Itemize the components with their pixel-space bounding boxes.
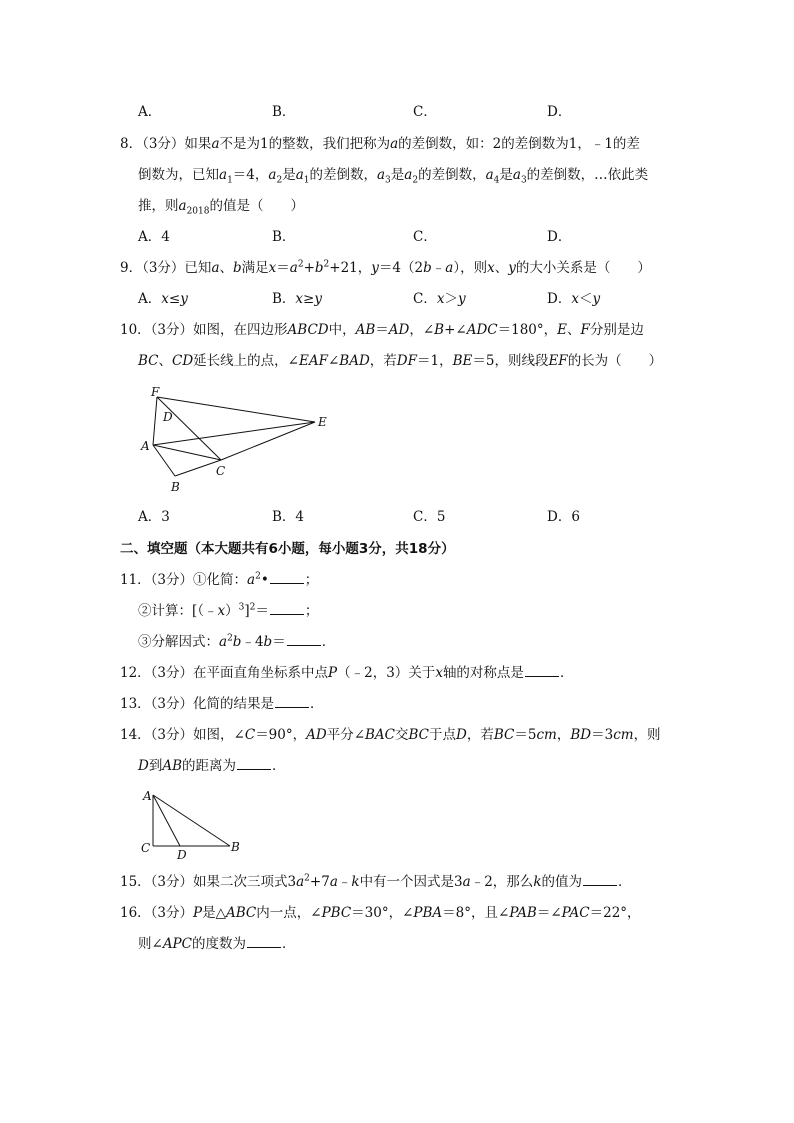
q15-stem: 15．（3分）如果二次三项式$3a^2+7a﹣k$中有一个因式是3a﹣2，那么k的值为 ． <box>120 873 632 890</box>
q14-blank[interactable] <box>237 757 271 770</box>
q8-option-b: B． <box>272 229 296 245</box>
q10-label-e: E <box>318 415 327 429</box>
q15-blank[interactable] <box>583 873 617 886</box>
q11-line-2: ②计算：[（﹣x）$^3$]$^2$＝ ； <box>138 602 319 619</box>
q10-line-1: 10．（3分）如图，在四边形ABCD中，AB＝AD，∠B+∠ADC＝180°，E、F分别是边 <box>120 322 644 338</box>
q9-stem: 9．（3分）已知a、b满足$x=a^2+b^2+21$，y＝4（2b﹣a），则x、y的大小关系是（ ） <box>120 259 651 276</box>
q13-blank[interactable] <box>275 695 309 708</box>
q14-label-b: B <box>231 840 240 854</box>
q14-label-a: A <box>143 789 152 803</box>
q10-option-c: C．5 <box>413 509 446 525</box>
q10-segment-ab <box>153 445 175 476</box>
q10-option-d: D．6 <box>547 509 580 525</box>
q9-option-d: D．x＜y <box>547 291 601 307</box>
q11-blank-2[interactable] <box>270 602 304 615</box>
q10-label-b: B <box>171 480 180 494</box>
q8-line-2: 倒数为，已知$a_1=4$，$a_2$是$a_1$的差倒数，$a_3$是$a_2$的差倒数，$a_4$是$a_3$的差倒数，…依此类 <box>138 167 649 186</box>
q10-segment-fa <box>153 397 157 445</box>
q7-option-c: C． <box>413 104 437 120</box>
q10-label-f: F <box>151 385 160 399</box>
q12-stem: 12．（3分）在平面直角坐标系中点P（﹣2，3）关于x轴的对称点是 ． <box>120 665 574 681</box>
q10-segment-fe <box>157 397 315 422</box>
q10-label-d: D <box>163 410 173 424</box>
q8-option-d: D． <box>547 229 572 245</box>
q10-label-a: A <box>141 439 150 453</box>
q8-line-3: 推，则$a_{2018}$的值是（ ） <box>138 198 304 217</box>
q10-segment-ac <box>153 445 221 460</box>
q14-line-1: 14．（3分）如图，∠C＝90°，AD平分∠BAC交BC于点D，若BC＝5cm，BD＝3cm，则 <box>120 727 661 743</box>
q9-option-a: A．x≤y <box>138 291 188 307</box>
q10-segment-ae <box>153 422 315 445</box>
q16-line-1: 16．（3分）P是△ABC内一点，∠PBC＝30°，∠PBA＝8°，且∠PAB＝∠PAC＝22°， <box>120 905 641 921</box>
q10-segment-ce <box>221 422 315 460</box>
q10-option-a: A．3 <box>138 509 170 525</box>
q10-segment-fc <box>157 397 221 460</box>
q14-line-2: D到AB的距离为 ． <box>138 758 286 774</box>
q10-figure <box>135 383 335 498</box>
q11-line-3: ③分解因式：$a^2b﹣4b=$ ． <box>138 633 336 650</box>
q16-line-2: 则∠APC的度数为 ． <box>138 936 296 952</box>
q14-label-c: C <box>141 841 151 855</box>
q13-stem: 13．（3分）化简的结果是 ． <box>120 696 324 712</box>
q14-segment-ab <box>153 795 230 846</box>
q11-blank-3[interactable] <box>287 633 321 646</box>
q16-blank[interactable] <box>247 935 281 948</box>
q8-option-a: A．4 <box>138 229 170 245</box>
q8-line-1: 8．（3分）如果a不是为1的整数，我们把称为a的差倒数，如：2的差倒数为1，﹣1的差 <box>120 136 640 152</box>
q11-line-1: 11．（3分）①化简：$a^2•$ ； <box>120 571 319 588</box>
q14-segment-ad <box>153 795 180 846</box>
q7-option-a: A． <box>138 104 162 120</box>
q10-segment-bc <box>175 460 221 476</box>
q10-label-c: C <box>216 464 226 478</box>
q14-label-d: D <box>177 848 187 860</box>
section-2-heading: 二、填空题（本大题共有6小题，每小题3分，共18分） <box>120 541 455 557</box>
q7-option-d: D． <box>547 104 572 120</box>
q14-figure <box>135 785 250 860</box>
q9-option-c: C．x＞y <box>413 291 466 307</box>
q11-blank-1[interactable] <box>270 571 304 584</box>
q10-option-b: B．4 <box>272 509 305 525</box>
q9-option-b: B．x≥y <box>272 291 322 307</box>
q12-blank[interactable] <box>525 664 559 677</box>
q7-option-b: B． <box>272 104 296 120</box>
q10-line-2: BC、CD延长线上的点，∠EAF∠BAD，若DF＝1，BE＝5，则线段EF的长为（ ） <box>138 353 663 369</box>
q8-option-c: C． <box>413 229 437 245</box>
